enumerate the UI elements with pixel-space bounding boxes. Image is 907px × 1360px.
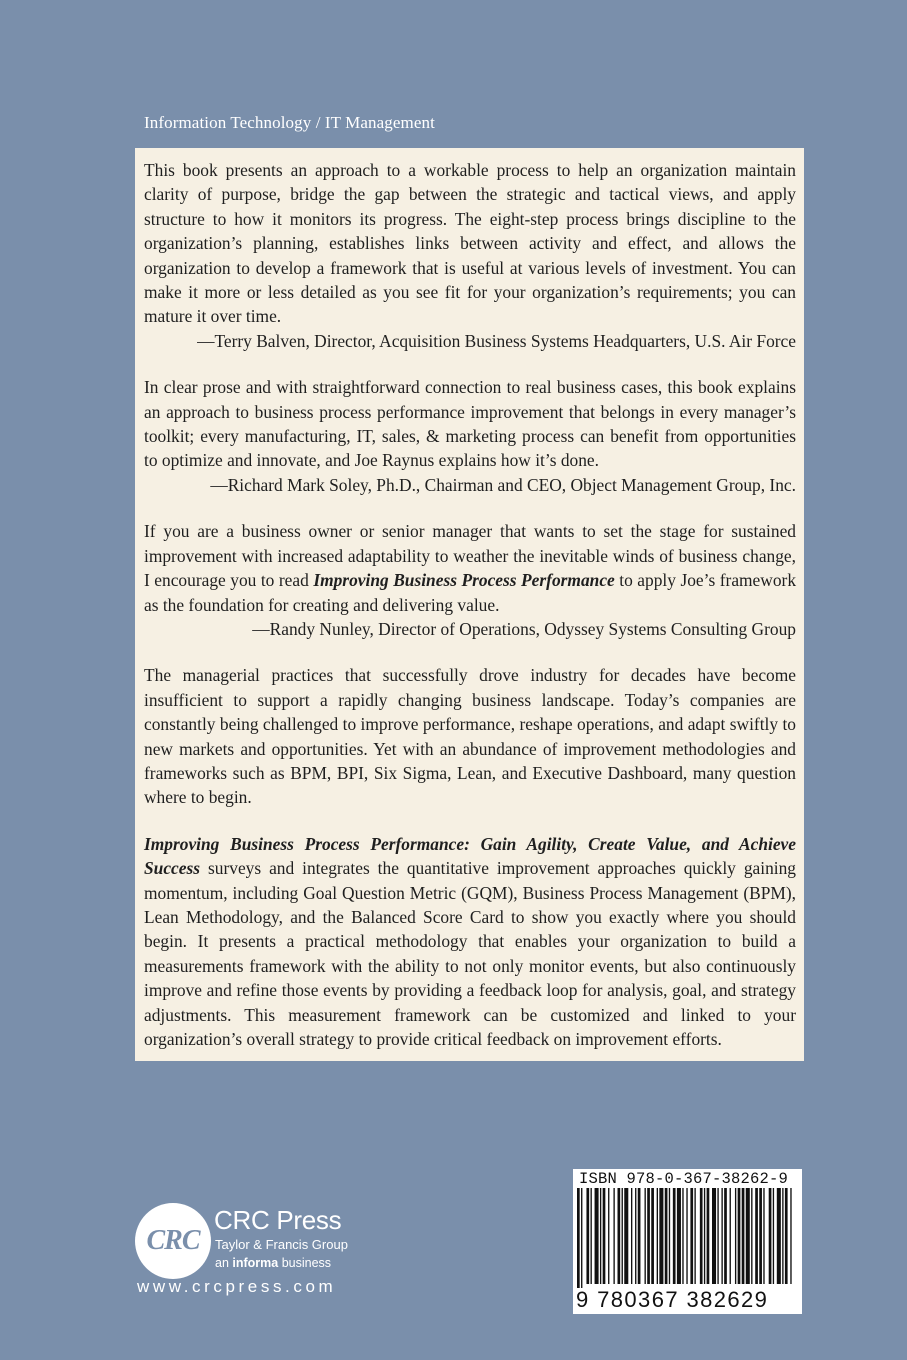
barcode-bar (773, 1188, 774, 1284)
publisher-url: www.crcpress.com (137, 1277, 337, 1296)
barcode-bar (682, 1188, 683, 1284)
barcode-bar (669, 1188, 670, 1284)
endorsement-3-book-title: Improving Business Process Performance (313, 570, 615, 591)
endorsement-2-text: In clear prose and with straightforward connection to real business cases, this book explains an approach to business process performance improvement that belongs in every manager’s toolkit; every manufacturing, IT, sales, & marketing process can benefit from opportunities to optimize and innovate, and Joe Raynus explains how it’s done. (144, 377, 796, 471)
barcode-bar (700, 1188, 703, 1284)
barcode-bar (755, 1188, 758, 1284)
endorsement-3-text-after: to apply Joe’s framework as the foundation for creating and delivering value. (144, 570, 797, 615)
summary-book-title: Improving Business Process Performance: Gain Agility, Create Value, and Achieve Success (144, 833, 796, 879)
publisher-group: Taylor & Francis Group (215, 1237, 348, 1252)
barcode-bar (618, 1188, 621, 1284)
barcode-bar (665, 1188, 668, 1284)
publisher-informa (215, 1256, 331, 1270)
category-label: Information Technology / IT Management (144, 113, 435, 132)
endorsement-1-text: This book presents an approach to a workable process to help an organization maintain clarity of purpose, bridge the gap between the strategic and tactical views, and apply structure to how it monitors its progress. The eight-step process brings discipline to the organization’s planning, establishes links between activity and effect, and allows the organization to develop a framework that is useful at various levels of investment. You can make it more or less detailed as you see fit for your organization’s requirements; you can mature it over time. (144, 160, 796, 327)
summary-text: surveys and integrates the quantitative improvement approaches quickly gaining momentum, including Goal Question Metric (GQM), Business Process Management (BPM), Lean Methodology, and the Balanced Score Card to show you exactly where you should begin. It presents a practical methodology that enables your organization to build a measurements framework with the ability to not only monitor events, but also continuously improve and refine those events by providing a feedback loop for analysis, goal, and strategy adjustments. This measurement framework can be customized and linked to your organization’s overall strategy to provide critical feedback on improvement efforts. (144, 858, 796, 1049)
barcode-bar (704, 1188, 705, 1284)
barcode-bar (591, 1188, 592, 1284)
barcode-number: 9 780367 382629 (576, 1287, 769, 1312)
barcode-bar (600, 1188, 601, 1284)
barcode-bar (577, 1188, 580, 1288)
description-panel (135, 148, 804, 1061)
barcode-bar (717, 1188, 718, 1284)
barcode-bar (613, 1188, 614, 1284)
barcode-bar (686, 1188, 687, 1284)
barcode-bar (638, 1188, 641, 1284)
informa-prefix: an (215, 1256, 233, 1270)
barcode-bar (647, 1188, 650, 1284)
barcode-bar (581, 1188, 582, 1288)
barcode-bar (657, 1188, 658, 1284)
barcode-bar (738, 1188, 741, 1284)
barcode-bar (763, 1188, 764, 1284)
barcode-bar (735, 1188, 736, 1284)
endorsement-1-attribution: —Terry Balven, Director, Acquisition Business Systems Headquarters, U.S. Air Force (197, 330, 796, 351)
endorsement-2-attribution: —Richard Mark Soley, Ph.D., Chairman and CEO, Object Management Group, Inc. (210, 474, 796, 495)
isbn-label: ISBN 978-0-367-38262-9 (579, 1170, 789, 1188)
barcode-bar (712, 1188, 716, 1284)
barcode-bar (769, 1188, 772, 1284)
barcode-bars (573, 1188, 802, 1288)
barcode-bar (742, 1188, 745, 1284)
barcode-bar (724, 1188, 727, 1284)
barcode-bar (645, 1188, 646, 1284)
barcode-bar (651, 1188, 654, 1284)
barcode-bar (782, 1188, 783, 1284)
barcode-bar (790, 1188, 791, 1284)
endorsement-3-text (144, 519, 796, 617)
crc-logo-text: CRC (146, 1225, 200, 1256)
barcode-box (573, 1169, 802, 1314)
barcode-bar (603, 1188, 606, 1284)
endorsement-3-attribution: —Randy Nunley, Director of Operations, Odyssey Systems Consulting Group (252, 618, 796, 639)
barcode-bar (707, 1188, 710, 1284)
publisher-name: CRC Press (214, 1205, 342, 1235)
informa-word: informa (232, 1256, 279, 1270)
barcode-bar (785, 1188, 788, 1284)
barcode-bar (721, 1188, 722, 1284)
barcode-bar (608, 1188, 609, 1284)
practices-paragraph: The managerial practices that successfully drove industry for decades have become insufficient to support a rapidly changing business landscape. Today’s companies are constantly being challenged to improve performance, reshape operations, and adapt swiftly to new markets and opportunities. Yet with an abundance of improvement methodologies and frameworks such as BPM, BPI, Six Sigma, Lean, and Executive Dashboard, many question where to begin. (144, 665, 796, 808)
barcode-bar (635, 1188, 636, 1284)
barcode-bar (730, 1188, 731, 1284)
barcode-bar (777, 1188, 781, 1284)
barcode-bar (694, 1188, 695, 1284)
informa-suffix: business (278, 1256, 332, 1270)
barcode-bar (595, 1188, 599, 1284)
barcode-bar (759, 1188, 762, 1284)
crc-logo (135, 1203, 211, 1279)
barcode-bar (631, 1188, 632, 1284)
barcode-bar (586, 1188, 589, 1284)
barcode-bar (659, 1188, 663, 1284)
barcode-bar (677, 1188, 681, 1284)
barcode-bar (622, 1188, 623, 1284)
barcode-bar (673, 1188, 676, 1284)
barcode-bar (690, 1188, 693, 1284)
barcode-bar (751, 1188, 752, 1284)
barcode-bar (624, 1188, 628, 1284)
summary-paragraph (144, 832, 796, 1052)
endorsement-3-text-before: If you are a business owner or senior manager that wants to set the stage for sustained improvement with increased adaptability to weather the inevitable winds of business change, I encourage you to read (144, 521, 796, 591)
barcode-bar (746, 1188, 750, 1284)
